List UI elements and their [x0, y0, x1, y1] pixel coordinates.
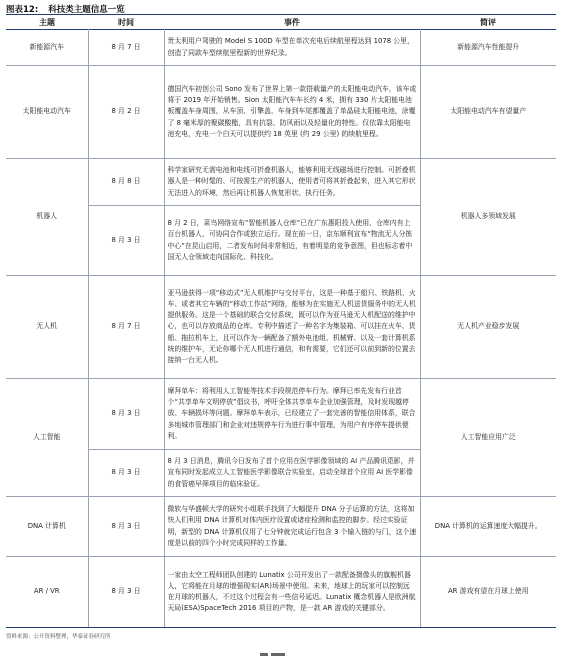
event-cell: 亚马逊获得一项“移动式”无人机维护与交付平台，这是一种基于船只、铁路机、火车、或者其它车辆的“移动工作站”网络，能够为在实施无人机送货服务中的无人机提供服务。这是一个基础的联合交付系统，既可以作为亚马逊无人机配送的维护中心，也可以存放商品的仓库。专利中描述了一种名字为集装箱、可以挂在火车、货船、拖拉机车上，且可以作为一辆配备了额外电池组、机械臂、以及一套计算机系统的维护车，无论你哪个无人机进行通信，和有需要，它们还可以前到新的位置去接纳一台无人机。: [164, 276, 420, 379]
date-cell: 8 月 3 日: [88, 206, 164, 276]
topic-cell: 无人机: [6, 276, 88, 379]
date-cell: 8 月 7 日: [88, 276, 164, 379]
table-row: [6, 30, 556, 66]
header-comment: 简评: [480, 17, 496, 27]
comment-cell: 新能源汽车性能提升: [420, 30, 556, 66]
topic-cell: 新能源汽车: [6, 30, 88, 66]
event-cell: 一家由太空工程师团队创建的 Lunatix 公司开发出了一款配备摄像头的旗舰机器人，它将能在月球的增强现实(AR)场景中使用。未来，地球上的玩家可以控制远在月球的机器人，不过这个过程会有一些信号延迟。Lunatix 概念机器人是欧洲航天局(ESA)SpaceTech 2016 项目的产物，是一款 AR 游戏的关键部分。: [164, 557, 420, 628]
caption-title: 科技类主题信息一览: [48, 5, 125, 15]
comment-cell: AR 游戏有望在月球上使用: [420, 557, 556, 628]
event-cell: 8 月 3 日消息，腾讯今日发布了首个应用在医学影像领域的 AI 产品腾讯觅影，并宣布同时发起成立人工智能医学影像联合实验室，启动全球首个应用 AI 医学影像的食管癌早筛项目的临床验证。: [164, 450, 420, 497]
date-cell: 8 月 2 日: [88, 66, 164, 159]
comment-cell: 机器人多领域发展: [420, 159, 556, 276]
event-cell: 摩拜单车：将利用人工智能等技术手段规范停车行为。摩拜已率先发布行业首个“共享单车文明停放”倡议书，呼吁全体共享单车企业加强管理，及时发现越停放、车辆损坏等问题。摩拜单车表示，已经建立了一套完善的智能信用体系，联合多地城市管理部门和企业对违规停车行为进行事中管理，为用户有序停车提供便利。: [164, 379, 420, 450]
date-cell: 8 月 3 日: [88, 379, 164, 450]
table-header-row: [6, 15, 556, 30]
event-cell: 微软与华盛顿大学的研究小组联手找到了大幅提升 DNA 分子运算的方法，这将加快人们利用 DNA 计算机对体内医疗设置或诸症检测和监控的脚步。经过实验证明，新型的 DNA 计算机仅用了七分钟就完成运行包含 3 个输入链的与门，这个速度是以前的四个小时完成同样的工作量。: [164, 497, 420, 557]
event-cell: 贵太利用户驾驶的 Model S 100D 车型在单次充电后续航里程达到 1078 公里，创造了同款车型续航里程新的世界纪录。: [164, 30, 420, 66]
date-cell: 8 月 7 日: [88, 30, 164, 66]
topic-cell: 机器人: [6, 159, 88, 276]
table-row: [6, 557, 556, 628]
table-row: [6, 379, 556, 450]
source-note: 资料来源：公开资料整理，华泰证券研究所: [6, 634, 111, 640]
comment-cell: 太阳能电动汽车有望量产: [420, 66, 556, 159]
caption-label: 图表12:: [6, 5, 39, 15]
table-row: [6, 497, 556, 557]
date-cell: 8 月 3 日: [88, 497, 164, 557]
topic-cell: 太阳能电动汽车: [6, 66, 88, 159]
topic-cell: AR / VR: [6, 557, 88, 628]
event-cell: 德国汽车初创公司 Sono 发布了世界上第一款搭载量产的太阳能电动汽车，该车或将于 2019 年开始销售。Sion 太阳能汽车车长约 4 米，拥有 330 片太阳能电池板覆盖车身周围，从车顶、引擎盖、车身到车尾都覆盖了单晶硅太阳能电池，涂覆了 8 毫米厚的聚碳酸酯，具有抗裂、防风雨以及轻量化的特性。仅依靠太阳能电池充电，充电一个白天可以提供约 18 英里 (约 29 公里) 的续航里程。: [164, 66, 420, 159]
tech-theme-table: [6, 14, 556, 628]
header-event: 事件: [284, 17, 300, 27]
event-cell: 科学家研究无需电池和电线可折叠机器人，能够利用无线磁场进行控制。可折叠机器人是一种时髦的、可按需生产的机器人，使用者可将其折叠起来，进入其它形状无法进入的环境，然后再让机器人恢复形状、执行任务。: [164, 159, 420, 206]
date-cell: 8 月 3 日: [88, 450, 164, 497]
topic-cell: 人工智能: [6, 379, 88, 497]
event-cell: 8 月 2 日，菜鸟网络宣布“智能机器人仓库”已在广东惠阳投入使用，仓库内有上百台机器人，可协同合作或独立运行。现在前一日，京东顺利宣布“物流无人分拣中心”在昆山启用，二者发布时间非常相近，有着明显的竞争意图，但也标志着中国无人仓领域走向国际化、科技化。: [164, 206, 420, 276]
comment-cell: DNA 计算机的运算速度大幅提升。: [420, 497, 556, 557]
topic-cell: DNA 计算机: [6, 497, 88, 557]
comment-cell: 无人机产业稳步发展: [420, 276, 556, 379]
table-row: [6, 66, 556, 159]
header-topic: 主题: [39, 17, 55, 27]
date-cell: 8 月 8 日: [88, 159, 164, 206]
header-date: 时间: [118, 17, 134, 27]
table-row: [6, 159, 556, 206]
table-row: [6, 276, 556, 379]
comment-cell: 人工智能应用广泛: [420, 379, 556, 497]
date-cell: 8 月 3 日: [88, 557, 164, 628]
page-number-marks: [260, 641, 300, 644]
